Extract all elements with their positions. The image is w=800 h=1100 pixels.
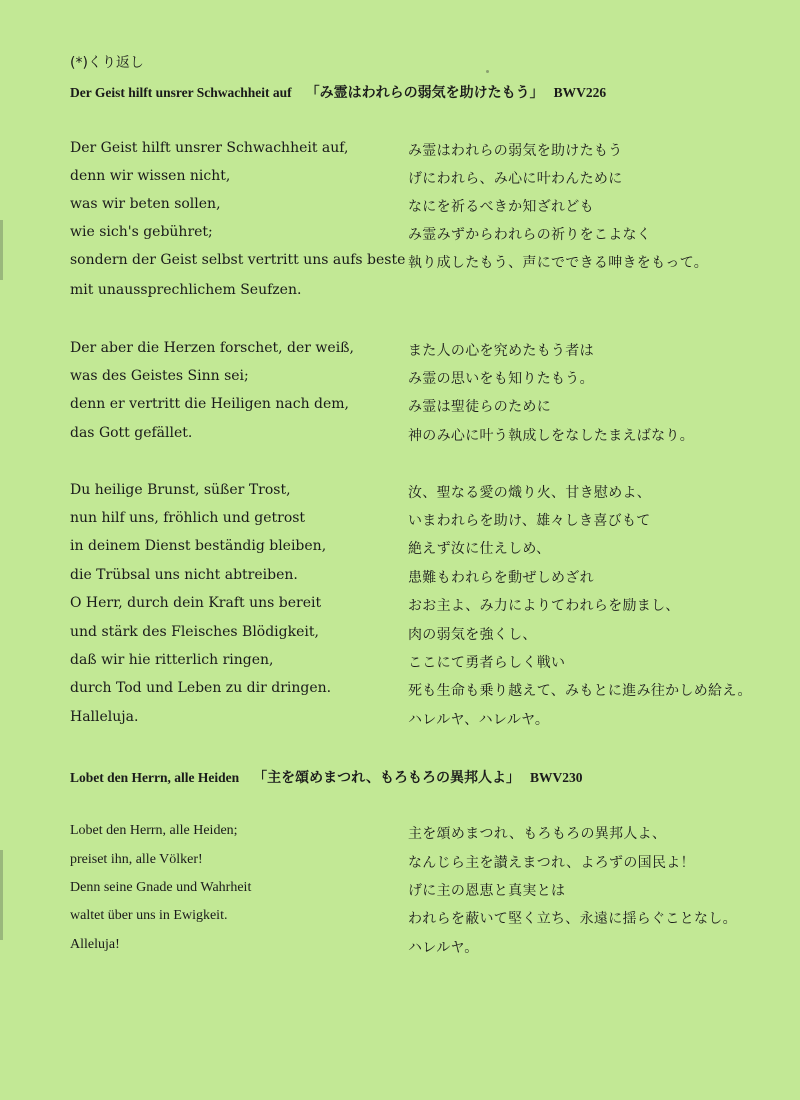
- s3-ja-line: 肉の弱気を強くし、: [408, 627, 537, 643]
- s1-de-line: mit unaussprechlichem Seufzen.: [70, 282, 302, 298]
- section1-bwv: BWV226: [553, 85, 607, 100]
- section1-title-ja: 「み霊はわれらの弱気を助けたもう」: [305, 85, 544, 101]
- s3-ja-line: 死も生命も乗り越えて、みもとに進み往かしめ給え。: [408, 683, 752, 699]
- s3-ja-line: 汝、聖なる愛の熾り火、甘き慰めよ、: [408, 485, 652, 501]
- s1-ja-line: げにわれら、み心に叶わんために: [408, 171, 623, 187]
- s2-ja-line: また人の心を究めたもう者は: [408, 343, 594, 359]
- s3-de-line: Halleluja.: [70, 709, 139, 725]
- s1-de-line: wie sich's gebühret;: [70, 224, 213, 240]
- speck-mark: [486, 70, 489, 73]
- s1-de-line: sondern der Geist selbst vertritt uns aufs beste: [70, 252, 406, 268]
- s1-de-line: denn wir wissen nicht,: [70, 168, 231, 184]
- s2-ja-line: み霊は聖徒らのために: [408, 399, 551, 415]
- s4-ja-line: われらを蔽いて堅く立ち、永遠に揺らぐことなし。: [408, 911, 737, 927]
- s3-de-line: durch Tod und Leben zu dir dringen.: [70, 680, 332, 696]
- s4-de-line: Lobet den Herrn, alle Heiden;: [70, 823, 238, 838]
- s4-de-line: Alleluja!: [70, 937, 120, 952]
- scan-edge-mark: [0, 220, 3, 280]
- s1-ja-line: み霊みずからわれらの祈りをこよなく: [408, 227, 652, 243]
- s3-ja-line: 絶えず汝に仕えしめ、: [408, 541, 551, 557]
- s1-ja-line: なにを祈るべきか知ざれども: [408, 199, 594, 215]
- s4-de-line: waltet über uns in Ewigkeit.: [70, 908, 228, 923]
- s4-de-line: Denn seine Gnade und Wahrheit: [70, 880, 252, 895]
- s3-ja-line: おお主よ、み力によりてわれらを励まし、: [408, 598, 680, 614]
- s4-ja-line: げに主の恩恵と真実とは: [408, 883, 566, 899]
- s3-de-line: in deinem Dienst beständig bleiben,: [70, 538, 327, 554]
- repeat-note: (*)くり返し: [70, 55, 144, 71]
- s2-ja-line: み霊の思いをも知りたもう。: [408, 371, 594, 387]
- section1-heading: [70, 82, 606, 102]
- s4-ja-line: なんじら主を讃えまつれ、よろずの国民よ！: [408, 855, 695, 871]
- s1-ja-line: み霊はわれらの弱気を助けたもう: [408, 143, 623, 159]
- s3-de-line: nun hilf uns, fröhlich und getrost: [70, 510, 306, 526]
- s4-de-line: preiset ihn, alle Völker!: [70, 852, 203, 867]
- s3-de-line: die Trübsal uns nicht abtreiben.: [70, 567, 298, 583]
- section2-title-ja: 「主を頌めまつれ、もろもろの異邦人よ」: [253, 770, 520, 786]
- section2-heading: [70, 767, 582, 787]
- s3-ja-line: ここにて勇者らしく戦い: [408, 655, 566, 671]
- s4-ja-line: ハレルヤ。: [408, 940, 479, 956]
- scan-edge-mark: [0, 850, 3, 940]
- s3-ja-line: 患難もわれらを動ぜしめざれ: [408, 570, 594, 586]
- s1-de-line: was wir beten sollen,: [70, 196, 221, 212]
- section2-bwv: BWV230: [529, 770, 583, 785]
- s4-ja-line: 主を頌めまつれ、もろもろの異邦人よ、: [408, 826, 667, 842]
- s2-de-line: was des Geistes Sinn sei;: [70, 368, 249, 384]
- s2-de-line: Der aber die Herzen forschet, der weiß,: [70, 340, 354, 356]
- section1-title-de: Der Geist hilft unsrer Schwachheit auf: [70, 85, 292, 100]
- s2-de-line: denn er vertritt die Heiligen nach dem,: [70, 396, 350, 412]
- s2-ja-line: 神のみ心に叶う執成しをなしたまえばなり。: [408, 428, 694, 444]
- s1-ja-line: 執り成したもう、声にでできる呻きをもって。: [408, 255, 709, 271]
- s3-ja-line: いまわれらを助け、雄々しき喜びもて: [408, 513, 651, 529]
- s3-de-line: Du heilige Brunst, süßer Trost,: [70, 482, 291, 498]
- s3-ja-line: ハレルヤ、ハレルヤ。: [408, 712, 550, 728]
- s3-de-line: O Herr, durch dein Kraft uns bereit: [70, 595, 322, 611]
- s2-de-line: das Gott gefället.: [70, 425, 193, 441]
- s3-de-line: daß wir hie ritterlich ringen,: [70, 652, 274, 668]
- section2-title-de: Lobet den Herrn, alle Heiden: [70, 770, 240, 785]
- s3-de-line: und stärk des Fleisches Blödigkeit,: [70, 624, 319, 640]
- s1-de-line: Der Geist hilft unsrer Schwachheit auf,: [70, 140, 349, 156]
